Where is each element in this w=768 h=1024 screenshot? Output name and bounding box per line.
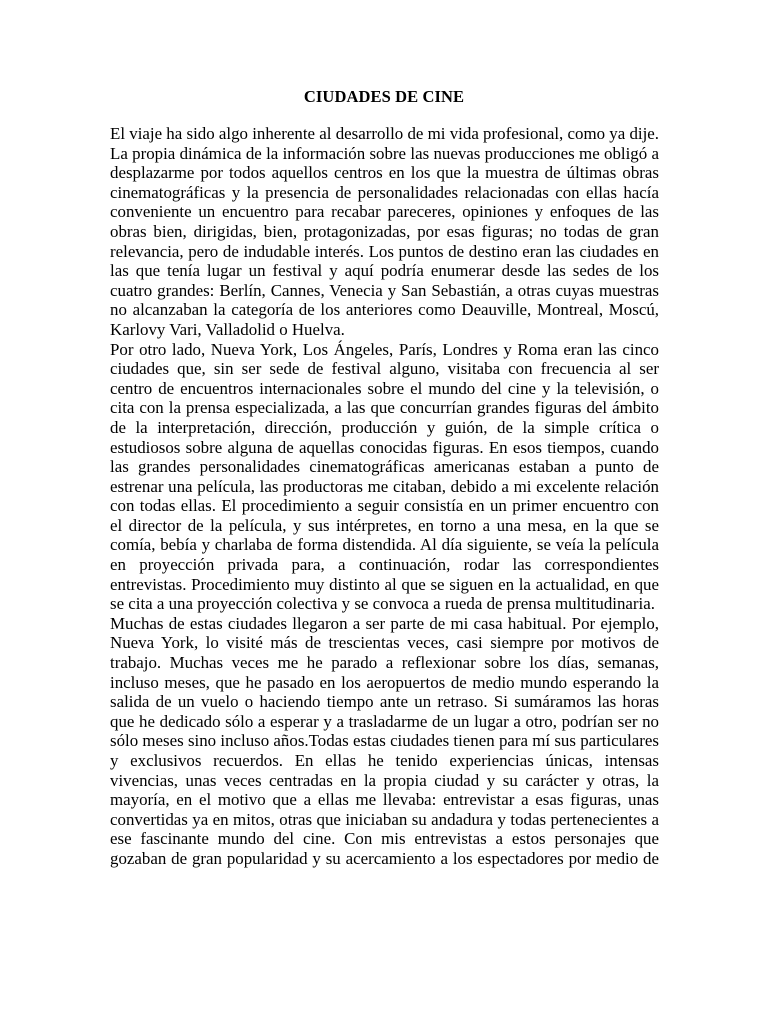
paragraph-2: Por otro lado, Nueva York, Los Ángeles, París, Londres y Roma eran las cinco ciudades que, sin ser sede de festival alguno, visitaba con frecuencia al ser centro de encuentros internacionales sobre el mundo del cine y la televisión, o cita con la prensa especializada, a las que concurrían grandes figuras del ámbito de la interpretación, dirección, producción y guión, de la simple crítica o estudiosos sobre alguna de aquellas conocidas figuras. En esos tiempos, cuando las grandes personalidades cinematográficas americanas estaban a punto de estrenar una película, las productoras me citaban, debido a mi excelente relación con todas ellas. El procedimiento a seguir consistía en un primer encuentro con el director de la película, y sus intérpretes, en torno a una mesa, en la que se comía, bebía y charlaba de forma distendida. Al día siguiente, se veía la película en proyección privada para, a continuación, rodar las correspondientes entrevistas. Procedimiento muy distinto al que se siguen en la actualidad, en que se cita a una proyección colectiva y se convoca a rueda de prensa multitudinaria. [110, 339, 659, 614]
paragraph-3: Muchas de estas ciudades llegaron a ser parte de mi casa habitual. Por ejemplo, Nueva York, lo visité más de trescientas veces, casi siempre por motivos de trabajo. Muchas veces me he parado a reflexionar sobre los días, semanas, incluso meses, que he pasado en los aeropuertos de medio mundo esperando la salida de un vuelo o haciendo tiempo ante un retraso. Si sumáramos las horas que he dedicado sólo a esperar y a trasladarme de un lugar a otro, podrían ser no sólo meses sino incluso años.Todas estas ciudades tienen para mí sus particulares y exclusivos recuerdos. En ellas he tenido experiencias únicas, intensas vivencias, unas veces centradas en la propia ciudad y su carácter y otras, la mayoría, en el motivo que a ellas me llevaba: entrevistar a esas figuras, unas convertidas ya en mitos, otras que iniciaban su andadura y todas pertenecientes a ese fascinante mundo del cine. Con mis entrevistas a estos personajes que gozaban de gran popularidad y su acercamiento a los espectadores por medio de [110, 613, 659, 868]
document-body [110, 124, 659, 869]
document-title: CIUDADES DE CINE [303, 87, 465, 106]
paragraph-1: El viaje ha sido algo inherente al desarrollo de mi vida profesional, como ya dije. La propia dinámica de la información sobre las nuevas producciones me obligó a desplazarme por todos aquellos centros en los que la muestra de últimas obras cinematográficas y la presencia de personalidades relacionadas con ellas hacía conveniente un encuentro para recabar pareceres, opiniones y enfoques de las obras bien, dirigidas, bien, protagonizadas, por esas figuras; no todas de gran relevancia, pero de indudable interés. Los puntos de destino eran las ciudades en las que tenía lugar un festival y aquí podría enumerar desde las sedes de los cuatro grandes: Berlín, Cannes, Venecia y San Sebastián, a otras cuyas muestras no alcanzaban la categoría de los anteriores como Deauville, Montreal, Moscú, Karlovy Vari, Valladolid o Huelva. [110, 124, 659, 339]
